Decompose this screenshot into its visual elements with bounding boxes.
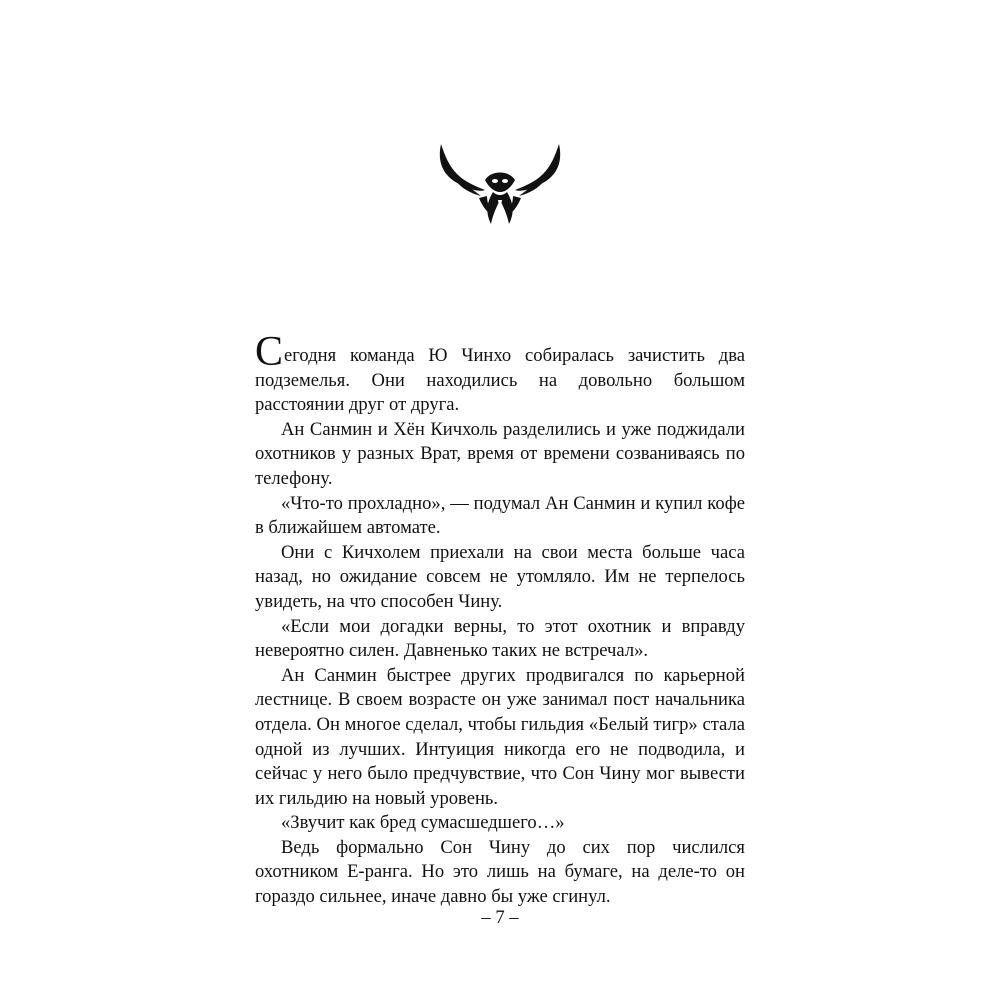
tribal-ornament-icon [435, 140, 565, 230]
paragraph-text: егодня команда Ю Чинхо собиралась зачистить два подземелья. Они находились на довольно большом расстоянии друг от друга. [255, 345, 745, 416]
paragraph: Ан Санмин быстрее других продвигался по карьерной лестнице. В своем возрасте он уже занимал пост начальника отдела. Он многое сделал, чтобы гильдия «Белый тигр» стала одной из лучших. Интуиция никогда его не подводила, и сейчас у него было предчувствие, что Сон Чину мог вывести их гильдию на новый уровень. [255, 664, 745, 809]
body-text [255, 329, 745, 910]
paragraph: «Что-то прохладно», — подумал Ан Санмин и купил кофе в ближайшем автомате. [255, 492, 745, 539]
paragraph: Ведь формально Сон Чину до сих пор числился охотником Е-ранга. Но это лишь на бумаге, на деле-то он гораздо сильнее, иначе давно бы уже сгинул. [255, 836, 745, 908]
paragraph [255, 329, 745, 418]
paragraph: «Если мои догадки верны, то этот охотник и вправду невероятно силен. Давненько таких не встречал». [255, 615, 745, 662]
page-number: – 7 – [481, 907, 519, 928]
drop-cap-letter: С [255, 329, 284, 375]
paragraph: Ан Санмин и Хён Кичхоль разделились и уже поджидали охотников у разных Врат, время от времени созваниваясь по телефону. [255, 418, 745, 489]
paragraph: «Звучит как бред сумасшедшего…» [281, 812, 565, 834]
paragraph: Они с Кичхолем приехали на свои места больше часа назад, но ожидание совсем не утомляло. Им не терпелось увидеть, на что способен Чину. [255, 541, 745, 612]
